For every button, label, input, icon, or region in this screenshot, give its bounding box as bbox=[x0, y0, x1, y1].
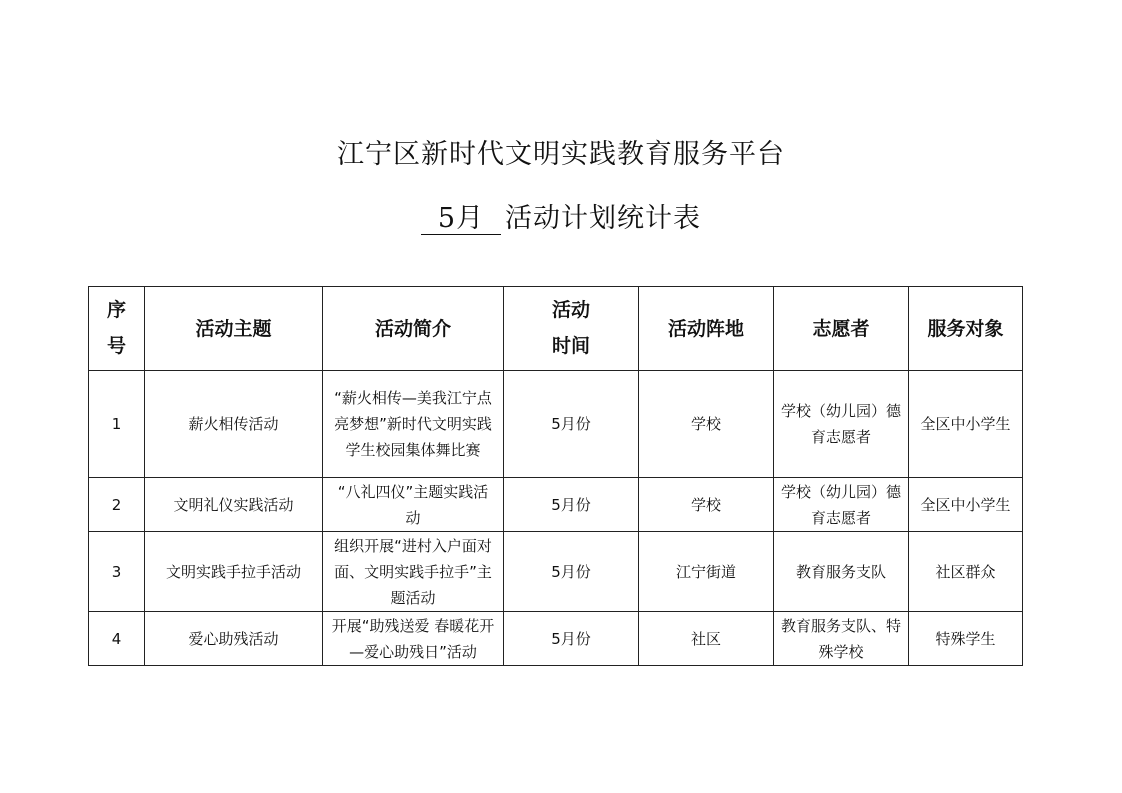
table-row bbox=[89, 478, 1023, 532]
row-topic: 文明实践手拉手活动 bbox=[145, 532, 323, 612]
header-intro: 活动简介 bbox=[323, 287, 504, 371]
header-time: 活动时间 bbox=[504, 287, 639, 371]
row-time: 5月份 bbox=[504, 612, 639, 666]
row-topic: 文明礼仪实践活动 bbox=[145, 478, 323, 532]
row-time: 5月份 bbox=[504, 532, 639, 612]
header-volunteers: 志愿者 bbox=[774, 287, 909, 371]
document-subtitle bbox=[0, 196, 1122, 235]
row-target: 全区中小学生 bbox=[909, 371, 1023, 478]
table-row bbox=[89, 371, 1023, 478]
subtitle-text: 活动计划统计表 bbox=[505, 203, 701, 234]
row-volunteers: 学校（幼儿园）德育志愿者 bbox=[774, 478, 909, 532]
row-intro: 组织开展“进村入户面对面、文明实践手拉手”主题活动 bbox=[323, 532, 504, 612]
row-venue: 社区 bbox=[639, 612, 774, 666]
table-row bbox=[89, 612, 1023, 666]
table-row bbox=[89, 532, 1023, 612]
table-header-row bbox=[89, 287, 1023, 371]
row-index: 4 bbox=[89, 612, 145, 666]
header-venue: 活动阵地 bbox=[639, 287, 774, 371]
row-volunteers: 教育服务支队、特殊学校 bbox=[774, 612, 909, 666]
header-target: 服务对象 bbox=[909, 287, 1023, 371]
row-topic: 爱心助残活动 bbox=[145, 612, 323, 666]
row-intro: “八礼四仪”主题实践活动 bbox=[323, 478, 504, 532]
row-venue: 江宁街道 bbox=[639, 532, 774, 612]
row-time: 5月份 bbox=[504, 371, 639, 478]
row-time: 5月份 bbox=[504, 478, 639, 532]
row-volunteers: 学校（幼儿园）德育志愿者 bbox=[774, 371, 909, 478]
row-target: 全区中小学生 bbox=[909, 478, 1023, 532]
row-intro: 开展“助残送爱 春暖花开—爱心助残日”活动 bbox=[323, 612, 504, 666]
row-index: 3 bbox=[89, 532, 145, 612]
row-intro: “薪火相传—美我江宁点亮梦想”新时代文明实践学生校园集体舞比赛 bbox=[323, 371, 504, 478]
month-field: 5月 bbox=[421, 204, 501, 235]
activity-plan-table bbox=[88, 286, 1023, 666]
row-index: 1 bbox=[89, 371, 145, 478]
row-venue: 学校 bbox=[639, 371, 774, 478]
row-index: 2 bbox=[89, 478, 145, 532]
row-venue: 学校 bbox=[639, 478, 774, 532]
row-topic: 薪火相传活动 bbox=[145, 371, 323, 478]
header-index: 序号 bbox=[89, 287, 145, 371]
row-volunteers: 教育服务支队 bbox=[774, 532, 909, 612]
document-title: 江宁区新时代文明实践教育服务平台 bbox=[337, 139, 785, 170]
row-target: 社区群众 bbox=[909, 532, 1023, 612]
header-topic: 活动主题 bbox=[145, 287, 323, 371]
row-target: 特殊学生 bbox=[909, 612, 1023, 666]
